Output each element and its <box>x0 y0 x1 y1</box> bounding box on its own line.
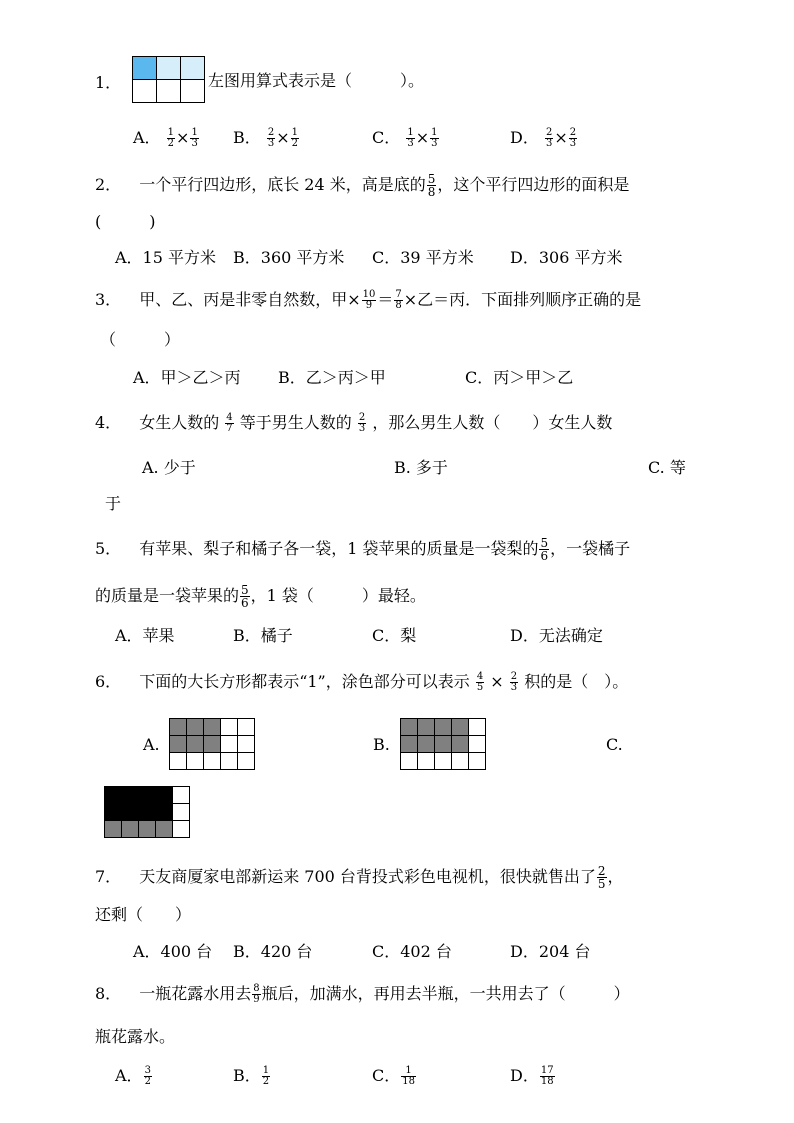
fraction <box>190 128 198 149</box>
grid-cell-shaded <box>122 787 139 804</box>
q1-cell-empty <box>181 80 205 103</box>
numerator: 2 <box>597 864 606 878</box>
denominator: 3 <box>267 138 275 149</box>
fraction <box>394 290 402 311</box>
q8-question-line2: 瓶花露水。 <box>95 1027 176 1046</box>
denominator: 2 <box>144 1076 151 1087</box>
q1-cell-empty <box>157 80 181 103</box>
numerator: 1 <box>262 1065 270 1076</box>
denominator: 9 <box>365 300 373 311</box>
q1-option-b[interactable] <box>233 128 300 149</box>
q7-question <box>95 865 624 890</box>
numerator: 1 <box>291 127 299 138</box>
q2-question <box>95 173 629 198</box>
fraction <box>262 1066 270 1087</box>
grid-cell-shaded <box>452 719 469 736</box>
grid-cell-shaded <box>139 787 156 804</box>
q8-text: 瓶后，加满水，再用去半瓶，一共用去了（ ） <box>261 984 630 1003</box>
grid-cell-shaded <box>122 821 139 838</box>
q5-option-c[interactable]: C．梨 <box>372 626 417 645</box>
q1-cell-light <box>157 57 181 80</box>
fraction <box>427 173 437 198</box>
grid-cell <box>173 804 190 821</box>
q2-text: 一个平行四边形，底长 24 米，高是底的 <box>139 175 426 194</box>
fraction <box>545 128 553 149</box>
grid-cell <box>435 753 452 770</box>
q2-option-c[interactable]: C．39 平方米 <box>372 248 474 267</box>
q6-option-c-label[interactable]: C. <box>606 735 623 754</box>
fraction <box>401 1066 416 1087</box>
q3-option-b[interactable]: B．乙＞丙＞甲 <box>278 368 386 387</box>
fraction <box>430 128 438 149</box>
q6-text: 积的是（ ）。 <box>524 672 629 691</box>
q3-answer-paren: （ ） <box>100 330 181 349</box>
numerator: 5 <box>427 172 436 186</box>
fraction <box>406 128 414 149</box>
numerator: 4 <box>476 671 484 682</box>
q4-option-a[interactable]: A. 少于 <box>142 458 196 477</box>
q4-number: 4． <box>95 413 122 432</box>
q6-question <box>95 672 628 693</box>
grid-cell <box>418 753 435 770</box>
grid-cell-shaded <box>170 736 187 753</box>
q1-cell-shaded <box>133 57 157 80</box>
q5-question-line2 <box>95 584 426 609</box>
denominator: 2 <box>167 138 175 149</box>
denominator: 5 <box>597 877 606 891</box>
q1-cell-empty <box>133 80 157 103</box>
numerator: 7 <box>395 289 402 300</box>
q8-text: 一瓶花露水用去 <box>139 984 252 1003</box>
q5-question-line1 <box>95 537 630 562</box>
q2-number: 2． <box>95 175 122 194</box>
grid-cell-shaded <box>170 719 187 736</box>
q6-option-b-grid[interactable] <box>400 718 486 770</box>
denominator: 8 <box>427 185 436 199</box>
q8-option-c[interactable] <box>372 1066 417 1087</box>
numerator: 1 <box>407 127 414 138</box>
q6-option-b-label[interactable]: B. <box>373 735 390 754</box>
operator: × <box>276 128 290 147</box>
denominator: 5 <box>476 682 484 693</box>
q3-option-a[interactable]: A．甲＞乙＞丙 <box>133 368 241 387</box>
numerator: 2 <box>267 127 275 138</box>
option-label: C． <box>372 128 401 147</box>
q5-text: 的质量是一袋苹果的 <box>95 586 240 605</box>
operator: × <box>554 128 568 147</box>
grid-cell-shaded <box>156 787 173 804</box>
numerator: 10 <box>362 289 376 300</box>
fraction <box>539 537 549 562</box>
option-label: A． <box>115 1066 143 1085</box>
grid-cell <box>238 736 255 753</box>
numerator: 1 <box>431 127 438 138</box>
q1-question-text: 左图用算式表示是（ ）。 <box>208 71 425 90</box>
q1-cell-light <box>181 57 205 80</box>
denominator: 3 <box>407 138 414 149</box>
grid-cell <box>221 736 238 753</box>
denominator: 3 <box>191 138 198 149</box>
fraction <box>144 1066 152 1087</box>
q6-number: 6． <box>95 672 122 691</box>
fraction <box>167 128 175 149</box>
q8-question <box>95 984 630 1005</box>
denominator: 18 <box>540 1076 554 1087</box>
denominator: 2 <box>291 138 299 149</box>
numerator: 5 <box>241 583 249 597</box>
fraction <box>358 413 366 434</box>
q2-option-d[interactable]: D．306 平方米 <box>510 248 623 267</box>
fraction <box>476 672 484 693</box>
grid-cell-shaded <box>204 719 221 736</box>
denominator: 6 <box>241 596 249 610</box>
q5-text: ，一袋橘子 <box>550 539 631 558</box>
grid-cell <box>204 753 221 770</box>
grid-cell-shaded <box>187 719 204 736</box>
grid-cell-shaded <box>139 804 156 821</box>
q3-text: ＝ <box>377 290 394 309</box>
q3-number: 3． <box>95 290 122 309</box>
grid-cell <box>173 821 190 838</box>
grid-cell <box>452 753 469 770</box>
q8-number: 8． <box>95 984 122 1003</box>
grid-cell <box>187 753 204 770</box>
q2-text: ，这个平行四边形的面积是 <box>437 175 630 194</box>
denominator: 18 <box>402 1076 415 1087</box>
q4-text: ，那么男生人数（ ）女生人数 <box>372 413 613 432</box>
q2-option-b[interactable]: B．360 平方米 <box>233 248 345 267</box>
q8-option-d[interactable] <box>510 1066 556 1087</box>
q5-number: 5． <box>95 539 122 558</box>
numerator: 1 <box>401 1066 416 1077</box>
q7-question-line2: 还剩（ ） <box>95 905 192 924</box>
q4-option-c-wrap: 于 <box>105 494 122 513</box>
grid-cell-shaded <box>435 719 452 736</box>
fraction <box>240 584 250 609</box>
numerator: 4 <box>226 412 233 423</box>
option-label: C． <box>372 1066 401 1085</box>
q3-question <box>95 290 641 311</box>
denominator: 6 <box>540 549 549 563</box>
denominator: 7 <box>226 423 233 434</box>
q1-option-c[interactable] <box>372 128 440 149</box>
q7-option-b[interactable]: B．420 台 <box>233 942 313 961</box>
grid-cell-shaded <box>105 787 122 804</box>
grid-cell-shaded <box>122 804 139 821</box>
q4-question <box>95 413 612 434</box>
numerator: 1 <box>167 127 175 138</box>
denominator: 8 <box>395 300 402 311</box>
q5-text: 有苹果、梨子和橘子各一袋，1 袋苹果的质量是一袋梨的 <box>139 539 539 558</box>
q2-answer-paren: ( ) <box>95 212 156 231</box>
q7-option-c[interactable]: C．402 台 <box>372 942 452 961</box>
q2-option-a[interactable]: A．15 平方米 <box>115 248 217 267</box>
q4-text: 女生人数的 <box>139 413 220 432</box>
fraction <box>510 672 518 693</box>
denominator: 3 <box>545 138 553 149</box>
q7-option-d[interactable]: D．204 台 <box>510 942 591 961</box>
option-label: B． <box>233 1066 261 1085</box>
q8-option-a[interactable] <box>115 1066 153 1087</box>
fraction <box>362 290 377 311</box>
operator: × <box>176 128 190 147</box>
grid-cell-shaded <box>401 719 418 736</box>
grid-cell-shaded <box>401 736 418 753</box>
operator: × <box>415 128 430 147</box>
option-label: B． <box>233 128 261 147</box>
grid-cell-shaded <box>187 736 204 753</box>
denominator: 2 <box>262 1076 270 1087</box>
q3-text: ×乙＝丙．下面排列顺序正确的是 <box>403 290 642 309</box>
denominator: 9 <box>253 994 260 1005</box>
q5-text: ，1 袋（ ）最轻。 <box>250 586 426 605</box>
operator: × <box>490 672 504 691</box>
q1-option-d[interactable] <box>510 128 578 149</box>
q5-option-a[interactable]: A．苹果 <box>115 626 175 645</box>
numerator: 17 <box>540 1065 554 1076</box>
q1-grid-figure <box>132 56 205 103</box>
grid-cell-shaded <box>204 736 221 753</box>
grid-cell <box>221 753 238 770</box>
q5-option-b[interactable]: B．橘子 <box>233 626 293 645</box>
q6-option-c-grid[interactable] <box>104 786 190 838</box>
q7-number: 7． <box>95 867 122 886</box>
numerator: 2 <box>545 127 553 138</box>
option-label: A． <box>133 128 161 147</box>
q6-option-a-grid[interactable] <box>169 718 255 770</box>
grid-cell-shaded <box>156 821 173 838</box>
fraction <box>597 865 607 890</box>
grid-cell-shaded <box>418 736 435 753</box>
grid-cell-shaded <box>452 736 469 753</box>
grid-cell <box>238 753 255 770</box>
q6-option-a-label[interactable]: A. <box>143 735 160 754</box>
q1-option-a[interactable] <box>133 128 200 149</box>
q6-text: 下面的大长方形都表示“1”，涂色部分可以表示 <box>139 672 470 691</box>
fraction <box>225 413 233 434</box>
denominator: 3 <box>510 682 518 693</box>
grid-cell-shaded <box>139 821 156 838</box>
q1-number: 1． <box>95 73 122 92</box>
grid-cell <box>221 719 238 736</box>
grid-cell-shaded <box>105 804 122 821</box>
numerator: 5 <box>540 536 549 550</box>
grid-cell <box>401 753 418 770</box>
fraction <box>252 984 260 1005</box>
grid-cell-shaded <box>418 719 435 736</box>
q7-text: 天友商厦家电部新运来 700 台背投式彩色电视机，很快就售出了 <box>139 867 596 886</box>
grid-cell-shaded <box>435 736 452 753</box>
option-label: D． <box>510 1066 539 1085</box>
fraction <box>569 128 577 149</box>
numerator: 3 <box>144 1065 151 1076</box>
numerator: 2 <box>358 412 366 423</box>
numerator: 2 <box>510 671 518 682</box>
denominator: 3 <box>431 138 438 149</box>
option-label: D． <box>510 128 539 147</box>
q8-option-b[interactable] <box>233 1066 271 1087</box>
grid-cell <box>469 719 486 736</box>
q7-option-a[interactable]: A．400 台 <box>133 942 213 961</box>
q4-option-c[interactable]: C. 等 <box>648 458 686 477</box>
fraction <box>540 1066 555 1087</box>
q4-option-b[interactable]: B. 多于 <box>394 458 448 477</box>
grid-cell <box>173 787 190 804</box>
q5-option-d[interactable]: D．无法确定 <box>510 626 603 645</box>
fraction <box>291 128 299 149</box>
q3-text: 甲、乙、丙是非零自然数，甲× <box>139 290 361 309</box>
fraction <box>267 128 275 149</box>
q7-text: ， <box>607 867 624 886</box>
grid-cell-shaded <box>105 821 122 838</box>
grid-cell <box>170 753 187 770</box>
denominator: 3 <box>569 138 577 149</box>
grid-cell <box>238 719 255 736</box>
numerator: 8 <box>253 983 260 994</box>
numerator: 2 <box>569 127 577 138</box>
q3-option-c[interactable]: C．丙＞甲＞乙 <box>465 368 574 387</box>
grid-cell <box>469 736 486 753</box>
denominator: 3 <box>358 423 366 434</box>
grid-cell <box>469 753 486 770</box>
grid-cell-shaded <box>156 804 173 821</box>
numerator: 1 <box>191 127 198 138</box>
q4-text: 等于男生人数的 <box>239 413 352 432</box>
